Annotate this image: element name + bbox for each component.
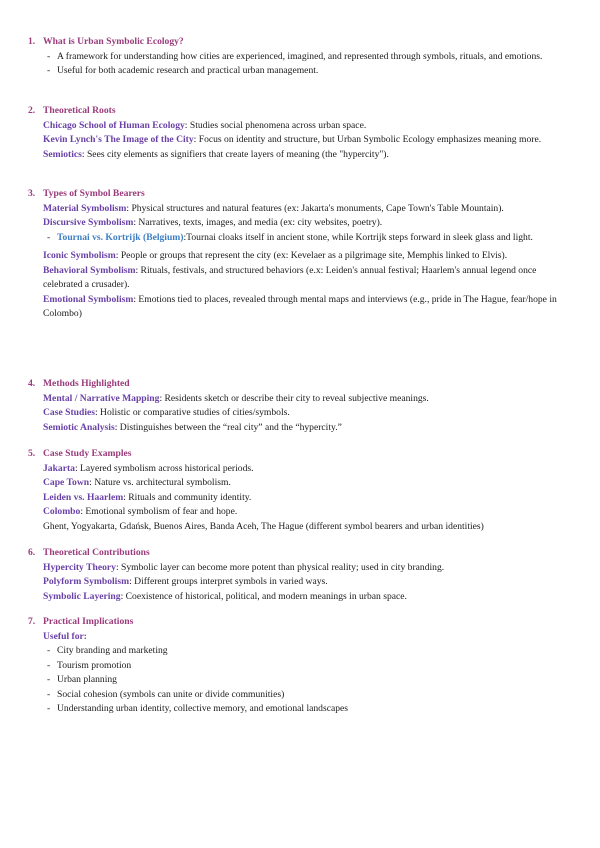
definition-item: Discursive Symbolism: Narratives, texts, images, and media (ex: city websites, poetry). bbox=[43, 217, 383, 228]
term-highlight: Tournai vs. Kortrijk (Belgium) bbox=[57, 231, 184, 243]
section-title: Theoretical Roots bbox=[43, 105, 116, 116]
section-title: Case Study Examples bbox=[43, 448, 132, 459]
section-heading: 4. Methods Highlighted bbox=[28, 378, 130, 389]
term: Polyform Symbolism bbox=[43, 576, 130, 587]
other-cities: Ghent, Yogyakarta, Gdańsk, Buenos Aires, Banda Aceh, The Hague (different symbol bearers and urban identities) bbox=[43, 520, 484, 532]
section-heading: 7. Practical Implications bbox=[28, 616, 134, 627]
definition-item: Material Symbolism: Physical structures and natural features (ex: Jakarta's monuments, Cape Town's Table Mountain). bbox=[43, 202, 504, 214]
term: Kevin Lynch's The Image of the City bbox=[43, 134, 194, 145]
list-item: - Useful for both academic research and practical urban management. bbox=[28, 64, 563, 79]
definition-item: Jakarta: Layered symbolism across historical periods. bbox=[43, 462, 254, 474]
dash-bullet: - bbox=[47, 231, 51, 243]
dash-bullet: - bbox=[47, 659, 51, 671]
definition-item: Iconic Symbolism: People or groups that represent the city (ex: Kevelaer as a pilgrimage site, Memphis linked to Elvis). bbox=[43, 250, 508, 261]
definition-item: Hypercity Theory: Symbolic layer can become more potent than physical reality; used in city branding. bbox=[43, 561, 445, 573]
section-heading: 1. What is Urban Symbolic Ecology? bbox=[28, 36, 184, 47]
definition-item: Kevin Lynch's The Image of the City: Focus on identity and structure, but Urban Symbolic Ecology emphasizes meaning more. bbox=[43, 134, 542, 145]
term: Semiotic Analysis bbox=[43, 421, 115, 433]
list-item: - Social cohesion (symbols can unite or divide communities) bbox=[28, 688, 563, 703]
section-title: Theoretical Contributions bbox=[43, 547, 150, 558]
term: Jakarta bbox=[43, 462, 75, 474]
section-title: Types of Symbol Bearers bbox=[43, 188, 145, 199]
definition-item: Case Studies: Holistic or comparative studies of cities/symbols. bbox=[43, 407, 290, 418]
dash-bullet: - bbox=[47, 50, 51, 62]
term: Behavioral Symbolism bbox=[43, 264, 136, 276]
definition-item: Polyform Symbolism: Different groups interpret symbols in varied ways. bbox=[43, 576, 328, 587]
term: Semiotics bbox=[43, 148, 82, 160]
section-contributions bbox=[28, 546, 563, 604]
definition-item: Mental / Narrative Mapping: Residents sketch or describe their city to reveal subjective meanings. bbox=[43, 392, 429, 404]
definition-item: Colombo: Emotional symbolism of fear and hope. bbox=[43, 506, 238, 517]
bullet-list bbox=[28, 644, 563, 717]
term: Case Studies bbox=[43, 407, 95, 418]
term: Mental / Narrative Mapping bbox=[43, 392, 160, 404]
section-theoretical-roots bbox=[28, 104, 563, 162]
dash-bullet: - bbox=[47, 688, 51, 700]
section-heading: 3. Types of Symbol Bearers bbox=[28, 188, 145, 199]
definition-item: Emotional Symbolism: Emotions tied to places, revealed through mental maps and interviews (e.g., pride in The Hague, fear/hope in Colombo) bbox=[43, 293, 557, 319]
term: Colombo bbox=[43, 506, 81, 517]
list-item: - Tourism promotion bbox=[28, 659, 563, 674]
term: Symbolic Layering bbox=[43, 590, 121, 602]
section-heading: 6. Theoretical Contributions bbox=[28, 547, 150, 558]
definition-item: Cape Town: Nature vs. architectural symbolism. bbox=[43, 477, 231, 488]
section-title: Methods Highlighted bbox=[43, 378, 130, 389]
bullet-list bbox=[28, 50, 563, 79]
definition-item: Semiotics: Sees city elements as signifiers that create layers of meaning (the "hypercity"). bbox=[43, 148, 389, 160]
term: Emotional Symbolism bbox=[43, 293, 134, 305]
section-title: What is Urban Symbolic Ecology? bbox=[43, 36, 184, 47]
definition-item: Behavioral Symbolism: Rituals, festivals, and structured behaviors (e.x: Leiden's annual festival; Haarlem's annual legend once celebrated a crusader). bbox=[43, 264, 537, 290]
useful-for-label: Useful for: bbox=[43, 630, 87, 642]
section-title: Practical Implications bbox=[43, 616, 134, 627]
definition-item: Symbolic Layering: Coexistence of historical, political, and modern meanings in urban space. bbox=[43, 590, 407, 602]
section-what-is bbox=[28, 35, 563, 79]
dash-bullet: - bbox=[47, 65, 51, 76]
term: Cape Town bbox=[43, 477, 90, 488]
term: Chicago School of Human Ecology bbox=[43, 119, 185, 131]
section-practical bbox=[28, 615, 563, 717]
definition-item: Leiden vs. Haarlem: Rituals and community identity. bbox=[43, 491, 252, 503]
section-heading: 5. Case Study Examples bbox=[28, 448, 132, 459]
dash-bullet: - bbox=[47, 645, 51, 656]
term: Material Symbolism bbox=[43, 202, 127, 214]
dash-bullet: - bbox=[47, 674, 51, 685]
section-heading: 2. Theoretical Roots bbox=[28, 105, 116, 116]
term: Discursive Symbolism bbox=[43, 217, 134, 228]
definition-item: Semiotic Analysis: Distinguishes between the “real city” and the “hypercity.” bbox=[43, 421, 342, 433]
term: Leiden vs. Haarlem bbox=[43, 491, 124, 503]
term: Iconic Symbolism bbox=[43, 250, 116, 261]
section-symbol-bearers bbox=[28, 187, 563, 322]
list-item: - Understanding urban identity, collective memory, and emotional landscapes bbox=[28, 702, 563, 717]
term: Hypercity Theory bbox=[43, 561, 116, 573]
list-item: - A framework for understanding how cities are experienced, imagined, and represented through symbols, rituals, and emotions. bbox=[28, 50, 563, 65]
definition-item: Chicago School of Human Ecology: Studies social phenomena across urban space. bbox=[43, 119, 367, 131]
bullet-list bbox=[28, 231, 563, 246]
dash-bullet: - bbox=[47, 703, 51, 714]
list-item: - Urban planning bbox=[28, 673, 563, 688]
section-methods bbox=[28, 377, 563, 435]
section-case-studies bbox=[28, 447, 563, 534]
list-item: - Tournai vs. Kortrijk (Belgium):Tournai cloaks itself in ancient stone, while Kortrijk steps forward in sleek glass and light. bbox=[28, 231, 563, 246]
list-item: - City branding and marketing bbox=[28, 644, 563, 659]
